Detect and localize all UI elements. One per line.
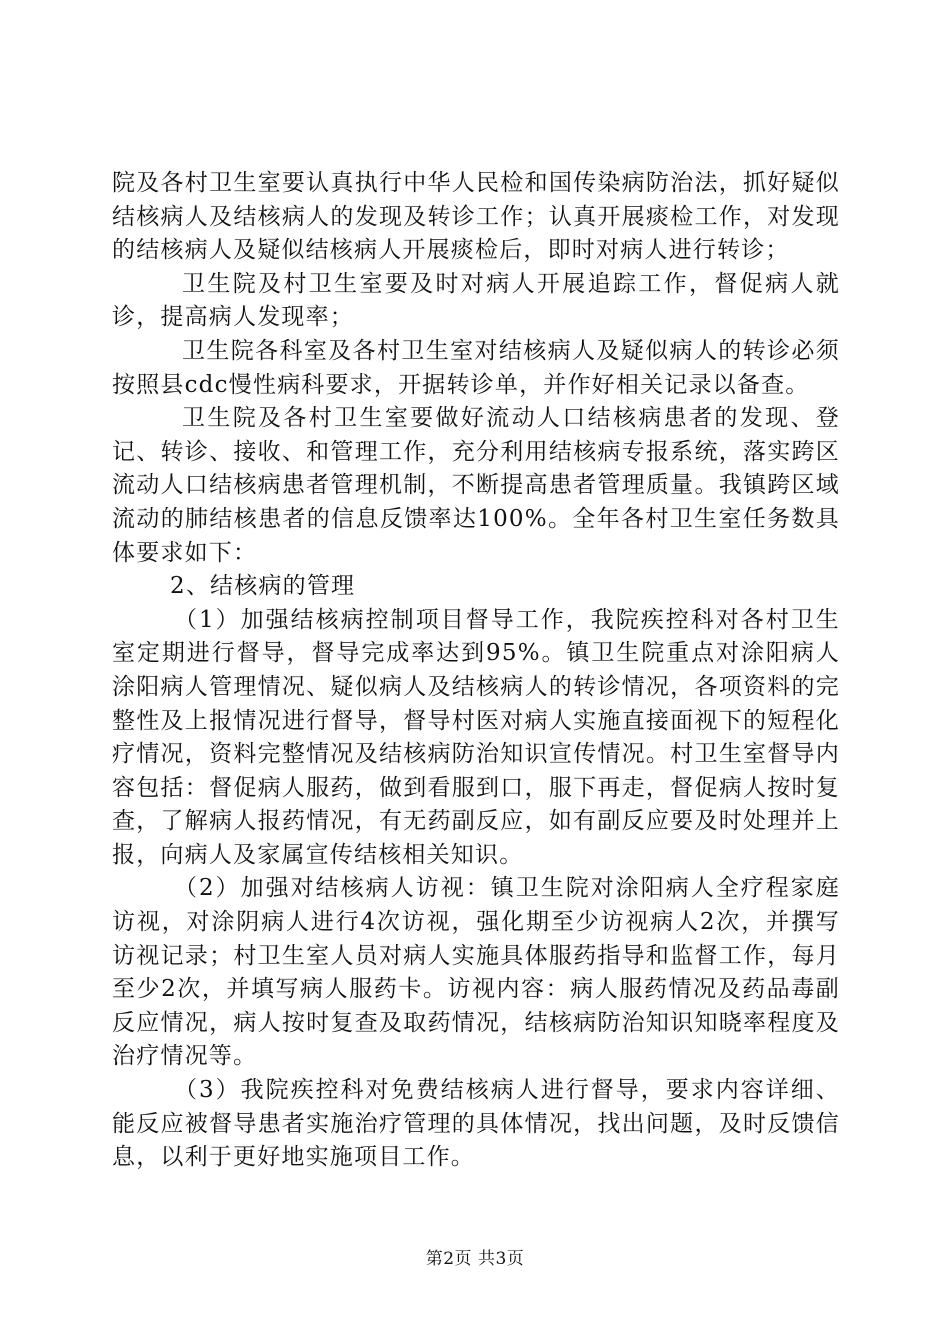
paragraph-item-1: （1）加强结核病控制项目督导工作，我院疾控科对各村卫生室定期进行督导，督导完成率达到95%。镇卫生院重点对涂阳病人涂阳病人管理情况、疑似病人及结核病人的转诊情况，各项资料的完整性及上报情况进行督导，督导村医对病人实施直接面视下的短程化疗情况，资料完整情况及结核病防治知识宣传情况。村卫生室督导内容包括：督促病人服药，做到看服到口，服下再走，督促病人按时复查，了解病人报药情况，有无药副反应，如有副反应要及时处理并上报，向病人及家属宣传结核相关知识。 — [112, 606, 840, 868]
document-body — [112, 167, 840, 1175]
paragraph-3: 卫生院各科室及各村卫生室对结核病人及疑似病人的转诊必须按照县cdc慢性病科要求，开据转诊单，并作好相关记录以备查。 — [112, 337, 840, 398]
paragraph-4: 卫生院及各村卫生室要做好流动人口结核病患者的发现、登记、转诊、接收、和管理工作，充分利用结核病专报系统，落实跨区流动人口结核病患者管理机制，不断提高患者管理质量。我镇跨区域流动的肺结核患者的信息反馈率达100%。全年各村卫生室任务数具体要求如下： — [112, 405, 840, 566]
paragraph-item-2: （2）加强对结核病人访视：镇卫生院对涂阳病人全疗程家庭访视，对涂阴病人进行4次访视，强化期至少访视病人2次，并撰写访视记录；村卫生室人员对病人实施具体服药指导和监督工作，每月至少2次，并填写病人服药卡。访视内容：病人服药情况及药品毒副反应情况，病人按时复查及取药情况，结核病防治知识知晓率程度及治疗情况等。 — [112, 875, 840, 1070]
section-heading: 2、结核病的管理 — [170, 573, 356, 600]
paragraph-1: 院及各村卫生室要认真执行中华人民检和国传染病防治法，抓好疑似结核病人及结核病人的发现及转诊工作；认真开展痰检工作，对发现的结核病人及疑似结核病人开展痰检后，即时对病人进行转诊； — [112, 170, 840, 264]
page-number-footer: 第2页 共3页 — [425, 1249, 525, 1269]
paragraph-2: 卫生院及村卫生室要及时对病人开展追踪工作，督促病人就诊，提高病人发现率； — [112, 270, 840, 331]
paragraph-item-3: （3）我院疾控科对免费结核病人进行督导，要求内容详细、能反应被督导患者实施治疗管理的具体情况，找出问题，及时反馈信息，以利于更好地实施项目工作。 — [112, 1077, 840, 1171]
